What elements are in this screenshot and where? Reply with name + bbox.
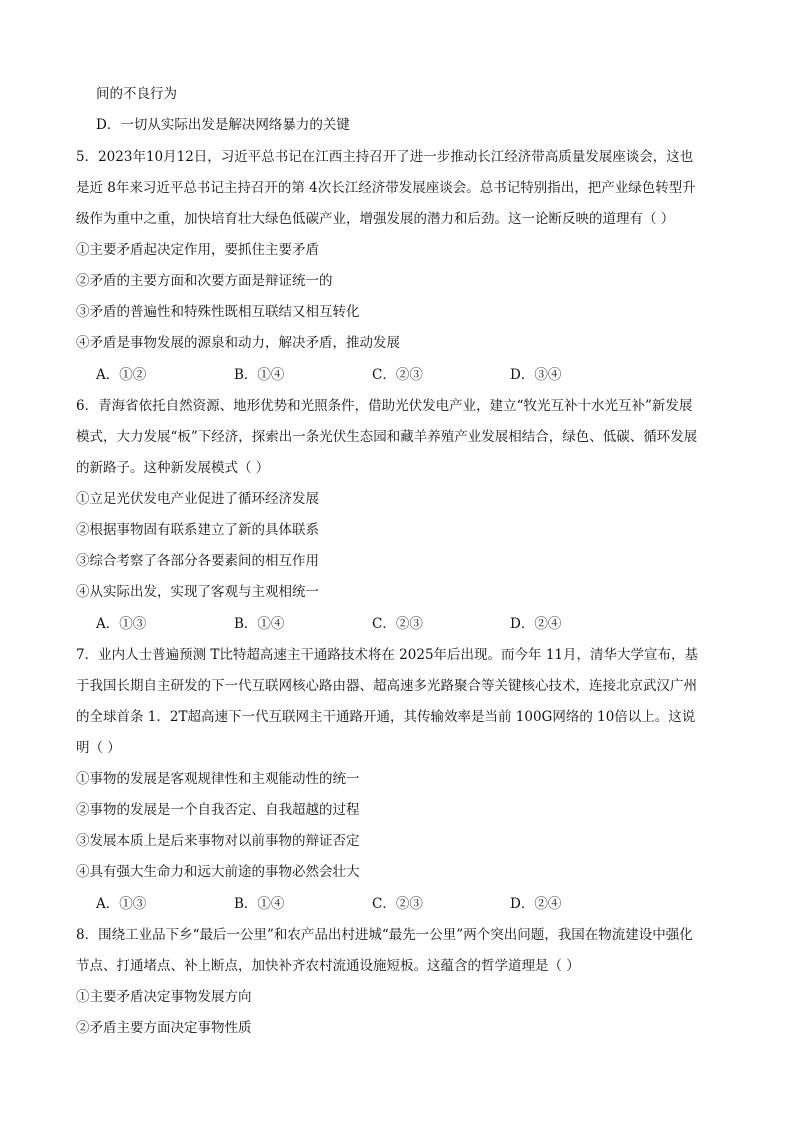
question-stem-line: 的全球首条 1．2T超高速下一代互联网主干通路开通，其传输效率是当前 100G网络的 10倍以上。这说 (76, 709, 696, 725)
question-stem-line: 节点、打通堵点、补上断点，加快补齐农村流通设施短板。这蕴含的哲学道理是（ ） (76, 958, 580, 974)
option-d: D．③④ (510, 367, 562, 383)
option-d: D．②④ (510, 896, 562, 912)
prev-question-tail: 间的不良行为 (96, 86, 177, 102)
answer-options (96, 614, 656, 634)
statement-3: ③发展本质上是后来事物对以前事物的辩证否定 (76, 833, 360, 849)
option-c: C．②③ (372, 367, 423, 383)
option-b: B．①④ (234, 616, 285, 632)
question-stem-line: 于我国长期自主研发的下一代互联网核心路由器、超高速多光路聚合等关键核心技术，连接北京武汉广州 (76, 678, 697, 694)
answer-options (96, 365, 656, 385)
statement-1: ①事物的发展是客观规律性和主观能动性的统一 (76, 771, 360, 787)
question-stem-line: 8．围绕工业品下乡“最后一公里”和农产品出村进城“最先一公里”两个突出问题，我国在物流建设中强化 (76, 927, 693, 943)
statement-3: ③矛盾的普遍性和特殊性既相互联结又相互转化 (76, 304, 360, 320)
question-stem-line: 明（ ） (76, 740, 121, 756)
question-stem-line: 5．2023年10月12日，习近平总书记在江西主持召开了进一步推动长江经济带高质量发展座谈会，这也 (76, 149, 694, 165)
statement-1: ①主要矛盾起决定作用，要抓住主要矛盾 (76, 242, 319, 258)
question-stem-line: 的新路子。这种新发展模式（ ） (76, 460, 270, 476)
option-b: B．①④ (234, 896, 285, 912)
statement-4: ④矛盾是事物发展的源泉和动力，解决矛盾，推动发展 (76, 335, 400, 351)
statement-2: ②矛盾的主要方面和次要方面是辩证统一的 (76, 273, 333, 289)
question-stem-line: 模式，大力发展“板”下经济，探索出一条光伏生态园和藏羊养殖产业发展相结合，绿色、低碳、循环发展 (76, 429, 698, 445)
question-stem-line: 级作为重中之重，加快培育壮大绿色低碳产业，增强发展的潜力和后劲。这一论断反映的道理有（ ） (76, 211, 675, 227)
statement-2: ②矛盾主要方面决定事物性质 (76, 1020, 252, 1036)
option-d: D．②④ (510, 616, 562, 632)
option-c: C．②③ (372, 616, 423, 632)
question-stem-line: 是近 8年来习近平总书记主持召开的第 4次长江经济带发展座谈会。总书记特别指出，把产业绿色转型升 (76, 180, 696, 196)
statement-1: ①主要矛盾决定事物发展方向 (76, 989, 252, 1005)
option-a: A．①③ (96, 616, 147, 632)
statement-4: ④从实际出发，实现了客观与主观相统一 (76, 584, 319, 600)
statement-3: ③综合考察了各部分各要素间的相互作用 (76, 553, 319, 569)
question-stem-line: 6．青海省依托自然资源、地形优势和光照条件，借助光伏发电产业，建立“牧光互补十水光互补”新发展 (76, 398, 693, 414)
statement-2: ②根据事物固有联系建立了新的具体联系 (76, 522, 319, 538)
prev-question-option-d: D．一切从实际出发是解决网络暴力的关键 (96, 117, 350, 133)
option-a: A．①② (96, 367, 147, 383)
statement-4: ④具有强大生命力和远大前途的事物必然会壮大 (76, 864, 360, 880)
option-a: A．①③ (96, 896, 147, 912)
statement-2: ②事物的发展是一个自我否定、自我超越的过程 (76, 802, 360, 818)
option-c: C．②③ (372, 896, 423, 912)
answer-options (96, 894, 656, 914)
statement-1: ①立足光伏发电产业促进了循环经济发展 (76, 491, 319, 507)
option-b: B．①④ (234, 367, 285, 383)
question-stem-line: 7．业内人士普遍预测 T比特超高速主干通路技术将在 2025年后出现。而今年 11月，清华大学宣布，基 (76, 647, 699, 663)
